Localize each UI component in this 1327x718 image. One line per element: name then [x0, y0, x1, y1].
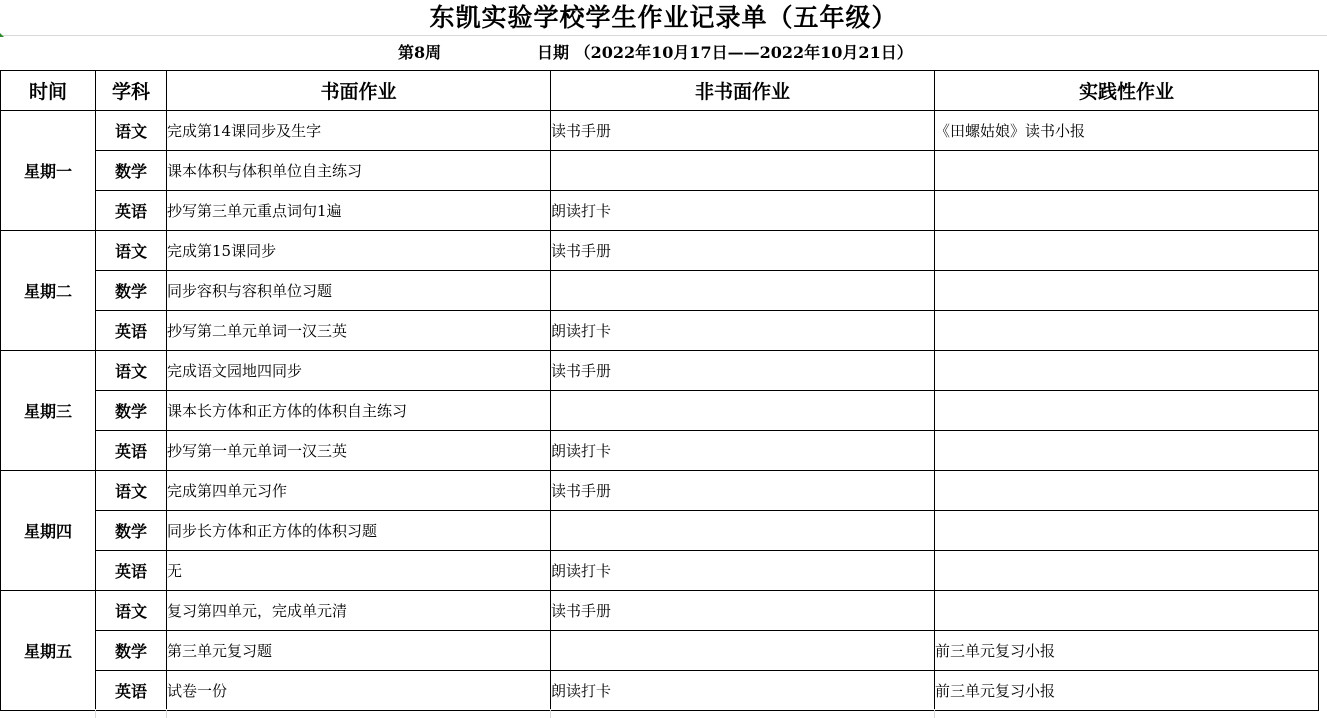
subject-cell[interactable]: 语文 [96, 231, 167, 271]
date-range: 日期 （2022年10月17日——2022年10月21日） [537, 43, 913, 62]
table-row [1, 191, 1319, 231]
day-cell[interactable]: 星期五 [1, 591, 96, 711]
subject-cell[interactable]: 英语 [96, 551, 167, 591]
subject-cell[interactable]: 英语 [96, 191, 167, 231]
table-row [1, 111, 1319, 151]
table-row [1, 151, 1319, 191]
table-row [1, 271, 1319, 311]
written-cell[interactable]: 抄写第三单元重点词句1遍 [167, 191, 551, 231]
subject-cell[interactable]: 英语 [96, 671, 167, 711]
nonwritten-cell[interactable]: 朗读打卡 [551, 311, 935, 351]
sheet-subtitle [0, 35, 1327, 70]
written-cell[interactable]: 试卷一份 [167, 671, 551, 711]
table-row [1, 351, 1319, 391]
written-cell[interactable]: 抄写第一单元单词一汉三英 [167, 431, 551, 471]
subject-cell[interactable]: 数学 [96, 151, 167, 191]
subject-cell[interactable]: 英语 [96, 311, 167, 351]
nonwritten-cell[interactable] [551, 511, 935, 551]
nonwritten-cell[interactable]: 读书手册 [551, 111, 935, 151]
written-cell[interactable]: 抄写第二单元单词一汉三英 [167, 311, 551, 351]
practice-cell[interactable]: 《田螺姑娘》读书小报 [935, 111, 1319, 151]
subject-cell[interactable]: 英语 [96, 431, 167, 471]
subject-cell[interactable]: 数学 [96, 271, 167, 311]
header-row [1, 71, 1319, 111]
subject-cell[interactable]: 数学 [96, 391, 167, 431]
day-cell[interactable]: 星期二 [1, 231, 96, 351]
nonwritten-cell[interactable]: 朗读打卡 [551, 431, 935, 471]
written-cell[interactable]: 同步容积与容积单位习题 [167, 271, 551, 311]
written-cell[interactable]: 课本长方体和正方体的体积自主练习 [167, 391, 551, 431]
subject-cell[interactable]: 语文 [96, 351, 167, 391]
practice-cell[interactable] [935, 191, 1319, 231]
written-cell[interactable]: 完成第四单元习作 [167, 471, 551, 511]
written-cell[interactable]: 完成第14课同步及生字 [167, 111, 551, 151]
header-subject: 学科 [96, 71, 167, 111]
practice-cell[interactable] [935, 351, 1319, 391]
practice-cell[interactable] [935, 231, 1319, 271]
subject-cell[interactable]: 语文 [96, 471, 167, 511]
nonwritten-cell[interactable]: 读书手册 [551, 591, 935, 631]
written-cell[interactable]: 完成第15课同步 [167, 231, 551, 271]
table-row [1, 631, 1319, 671]
table-row [1, 511, 1319, 551]
gridline [934, 709, 935, 718]
practice-cell[interactable] [935, 511, 1319, 551]
written-cell[interactable]: 完成语文园地四同步 [167, 351, 551, 391]
subject-cell[interactable]: 数学 [96, 631, 167, 671]
header-practice: 实践性作业 [935, 71, 1319, 111]
gridline [166, 709, 167, 718]
header-written: 书面作业 [167, 71, 551, 111]
written-cell[interactable]: 课本体积与体积单位自主练习 [167, 151, 551, 191]
nonwritten-cell[interactable]: 读书手册 [551, 351, 935, 391]
nonwritten-cell[interactable] [551, 631, 935, 671]
practice-cell[interactable] [935, 391, 1319, 431]
day-cell[interactable]: 星期一 [1, 111, 96, 231]
subject-cell[interactable]: 语文 [96, 591, 167, 631]
practice-cell[interactable] [935, 151, 1319, 191]
nonwritten-cell[interactable]: 朗读打卡 [551, 191, 935, 231]
written-cell[interactable]: 同步长方体和正方体的体积习题 [167, 511, 551, 551]
nonwritten-cell[interactable] [551, 151, 935, 191]
written-cell[interactable]: 复习第四单元，完成单元清 [167, 591, 551, 631]
week-label: 第8周 [398, 43, 442, 62]
practice-cell[interactable] [935, 271, 1319, 311]
table-row [1, 591, 1319, 631]
table-row [1, 551, 1319, 591]
table-row [1, 311, 1319, 351]
table-row [1, 391, 1319, 431]
subject-cell[interactable]: 语文 [96, 111, 167, 151]
nonwritten-cell[interactable] [551, 271, 935, 311]
practice-cell[interactable] [935, 471, 1319, 511]
homework-table [0, 70, 1319, 711]
practice-cell[interactable] [935, 431, 1319, 471]
nonwritten-cell[interactable]: 朗读打卡 [551, 671, 935, 711]
table-row [1, 231, 1319, 271]
nonwritten-cell[interactable]: 读书手册 [551, 471, 935, 511]
table-row [1, 431, 1319, 471]
subject-cell[interactable]: 数学 [96, 511, 167, 551]
written-cell[interactable]: 无 [167, 551, 551, 591]
written-cell[interactable]: 第三单元复习题 [167, 631, 551, 671]
practice-cell[interactable] [935, 551, 1319, 591]
practice-cell[interactable] [935, 311, 1319, 351]
day-cell[interactable]: 星期四 [1, 471, 96, 591]
practice-cell[interactable]: 前三单元复习小报 [935, 671, 1319, 711]
header-time: 时间 [1, 71, 96, 111]
practice-cell[interactable]: 前三单元复习小报 [935, 631, 1319, 671]
sheet-title: 东凯实验学校学生作业记录单（五年级） [429, 3, 898, 32]
day-cell[interactable]: 星期三 [1, 351, 96, 471]
nonwritten-cell[interactable]: 读书手册 [551, 231, 935, 271]
practice-cell[interactable] [935, 591, 1319, 631]
gridline [550, 709, 551, 718]
header-nonwritten: 非书面作业 [551, 71, 935, 111]
nonwritten-cell[interactable]: 朗读打卡 [551, 551, 935, 591]
gridline [95, 709, 96, 718]
table-row [1, 671, 1319, 711]
nonwritten-cell[interactable] [551, 391, 935, 431]
table-row [1, 471, 1319, 511]
